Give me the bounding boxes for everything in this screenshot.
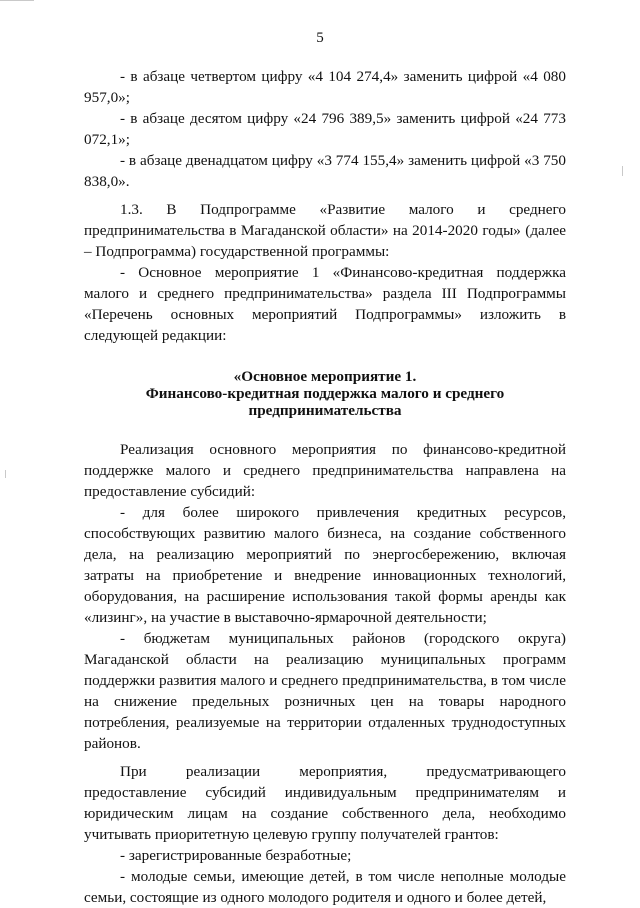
paragraph: - бюджетам муниципальных районов (городского округа) Магаданской области на реализацию муниципальных программ поддержки развития малого и среднего предпринимательства, в том числе на снижение предельных розничных цен на товары народного потребления, реализуемые на территории отдаленных труднодоступных районов. [84, 630, 566, 752]
page-number: 5 [316, 30, 324, 46]
paragraph: При реализации мероприятия, предусматривающего предоставление субсидий индивидуальным предпринимателям и юридическим лицам на создание собственного дела, необходимо учитывать приоритетную целевую группу получателей грантов: [84, 763, 566, 843]
paragraph: - в абзаце десятом цифру «24 796 389,5» заменить цифрой «24 773 072,1»; [84, 110, 566, 148]
scan-edge-mark [0, 0, 34, 1]
paragraph: Реализация основного мероприятия по финансово-кредитной поддержке малого и среднего предпринимательства направлена на предоставление субсидий: [84, 441, 566, 500]
paragraph: - молодые семьи, имеющие детей, в том числе неполные молодые семьи, состоящие из одного молодого родителя и одного и более детей, [84, 868, 566, 906]
heading-line: Финансово-кредитная поддержка малого и среднего [145, 385, 505, 402]
paragraph: - в абзаце четвертом цифру «4 104 274,4» заменить цифрой «4 080 957,0»; [84, 68, 566, 106]
paragraph: - в абзаце двенадцатом цифру «3 774 155,4» заменить цифрой «3 750 838,0». [84, 152, 566, 190]
heading-line: «Основное мероприятие 1. [233, 368, 417, 385]
scan-edge-mark [622, 166, 623, 176]
section-heading [84, 368, 566, 419]
paragraph: - зарегистрированные безработные; [120, 847, 352, 864]
paragraph: - для более широкого привлечения кредитных ресурсов, способствующих развитию малого бизнеса, на создание собственного дела, на реализацию мероприятий по энергосбережению, включая затраты на приобретение и внедрение инновационных технологий, оборудования, на расширение использования такой формы аренды как «лизинг», на участие в выставочно-ярмарочной деятельности; [84, 504, 566, 626]
heading-line: предпринимательства [248, 402, 402, 419]
paragraph: 1.3. В Подпрограмме «Развитие малого и среднего предпринимательства в Магаданской области» на 2014-2020 годы» (далее – Подпрограмма) государственной программы: [84, 201, 566, 260]
paragraph: - Основное мероприятие 1 «Финансово-кредитная поддержка малого и среднего предпринимательства» раздела III Подпрограммы «Перечень основных мероприятий Подпрограммы» изложить в следующей редакции: [84, 264, 566, 344]
scan-edge-mark [5, 470, 6, 478]
document-body [84, 66, 566, 908]
